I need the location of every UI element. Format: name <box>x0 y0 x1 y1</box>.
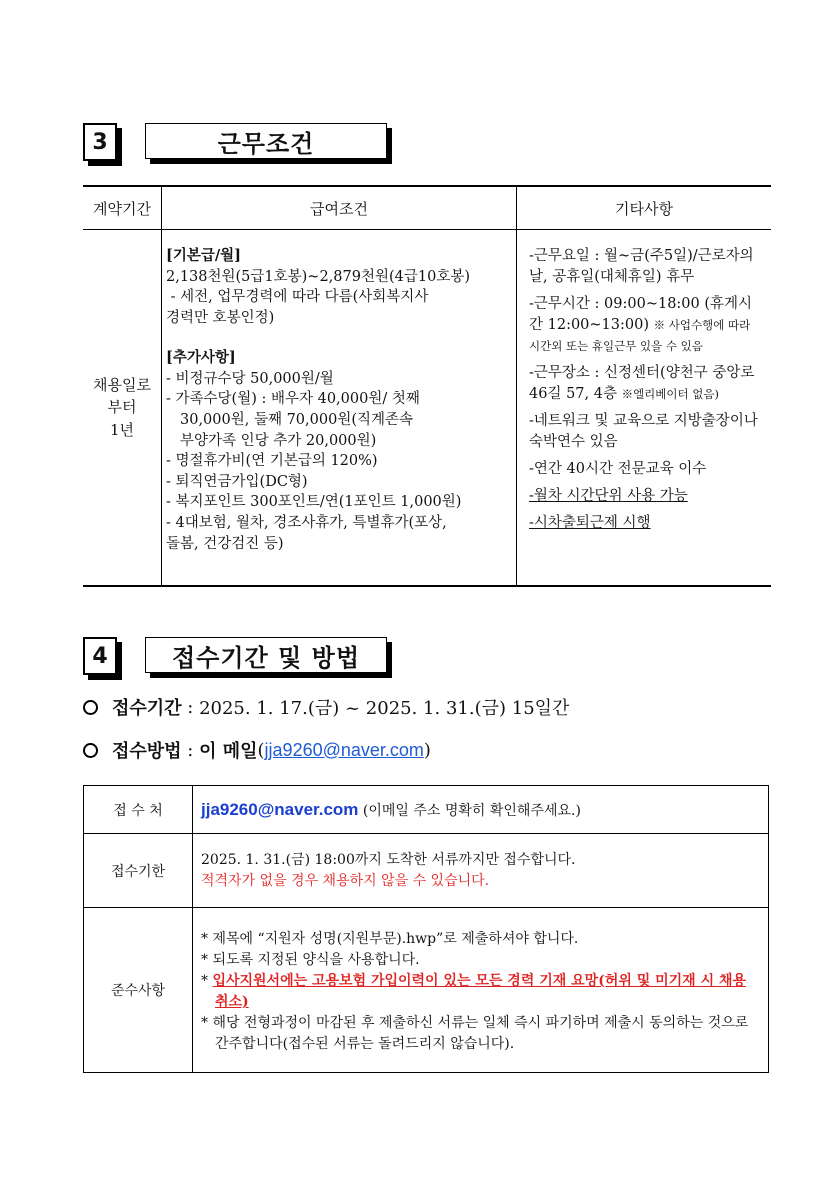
row-key: 접 수 처 <box>84 786 193 834</box>
network-note: -네트워크 및 교육으로 지방출장이나 숙박연수 있음 <box>529 413 758 451</box>
work-days: -근무요일 : 월~금(주5일)/근로자의 날, 공휴일(대체휴일) 휴무 <box>529 248 754 286</box>
row-key: 접수기한 <box>84 834 193 908</box>
method-sep: : <box>181 739 200 761</box>
work-hours-text: -근무시간 : 09:00~18:00 (휴게시간 12:00~13:00) <box>529 296 753 334</box>
work-place-text: -근무장소 : 신정센터(양천구 중앙로46길 57, 4층 <box>529 365 755 403</box>
base-line: 2,138천원(5급1호봉)~2,879천원(4급10호봉) <box>166 268 470 285</box>
method-open: ( <box>257 739 265 761</box>
deadline-warning: 적격자가 없을 경우 채용하지 않을 수 있습니다. <box>201 872 490 889</box>
email-link[interactable]: jja9260@naver.com <box>264 739 424 760</box>
method-line <box>83 737 431 763</box>
header-term: 계약기간 <box>83 186 162 230</box>
application-table <box>83 785 769 1073</box>
leave-note: -월차 시간단위 사용 가능 <box>529 488 688 505</box>
deadline-line: 2025. 1. 31.(금) 18:00까지 도착한 서류까지만 접수합니다. <box>201 851 576 868</box>
period-line <box>83 694 569 720</box>
row-key: 준수사항 <box>84 908 193 1073</box>
extra-line: - 명절휴가비(연 기본급의 120%) <box>166 453 378 470</box>
base-line: - 세전, 업무경력에 따라 다름(사회복지사 <box>166 289 429 306</box>
extra-line: - 4대보험, 월차, 경조사휴가, 특별휴가(포상, <box>166 514 447 531</box>
method-label: 접수방법 <box>112 741 182 762</box>
email-address[interactable]: jja9260@naver.com <box>201 799 359 819</box>
period-sep: : <box>181 696 200 718</box>
work-hours <box>529 294 759 357</box>
extra-line: 부양가족 인당 추가 20,000원) <box>180 432 377 449</box>
extra-line: - 비정규수당 50,000원/월 <box>166 370 334 387</box>
section-number: 4 <box>83 637 117 675</box>
row-value <box>193 908 769 1073</box>
term-cell <box>83 230 162 586</box>
work-place <box>529 363 759 405</box>
extra-line: 30,000원, 둘째 70,000원(직계존속 <box>180 412 414 429</box>
section-title: 근무조건 <box>145 123 387 159</box>
base-line: 경력만 호봉인정) <box>166 309 275 326</box>
method-value: 이 메일 <box>199 741 258 762</box>
salary-cell <box>162 230 517 586</box>
extra-line: - 퇴직연금가입(DC형) <box>166 473 308 490</box>
rule-item: * 제목에 “지원자 성명(지원부문).hwp”로 제출하셔야 합니다. <box>201 931 579 947</box>
work-conditions-table <box>83 185 771 587</box>
header-salary: 급여조건 <box>162 186 517 230</box>
circle-bullet-icon <box>83 700 98 715</box>
section-title: 접수기간 및 방법 <box>145 637 387 673</box>
extra-heading: [추가사항] <box>166 349 236 367</box>
term-line: 부터 <box>107 398 137 416</box>
row-value <box>193 786 769 834</box>
rule-prefix: * <box>201 973 213 989</box>
work-hours-note: ※ 사업수행에 따라 시간외 또는 휴일근무 있을 수 있음 <box>529 318 751 354</box>
section-number: 3 <box>83 123 117 161</box>
rule-item: * 해당 전형과정이 마감된 후 제출하신 서류는 일체 즉시 파기하며 제출시 동의하는 것으로 간주합니다(접수된 서류는 돌려드리지 않습니다). <box>201 1015 749 1052</box>
header-other: 기타사항 <box>517 186 772 230</box>
work-place-note: ※엘리베이터 없음) <box>621 387 719 402</box>
period-value: 2025. 1. 17.(금) ~ 2025. 1. 31.(금) 15일간 <box>199 698 570 719</box>
term-line: 1년 <box>109 420 135 439</box>
rule-item-important <box>201 971 760 1013</box>
method-close: ) <box>423 739 431 761</box>
extra-line: - 가족수당(월) : 배우자 40,000원/ 첫째 <box>166 391 420 408</box>
extra-line: - 복지포인트 300포인트/연(1포인트 1,000원) <box>166 494 462 511</box>
rule-important-text: 입사지원서에는 고용보험 가입이력이 있는 모든 경력 기재 요망(허위 및 미기재 시 채용 취소) <box>212 973 747 1010</box>
circle-bullet-icon <box>83 743 98 758</box>
row-value <box>193 834 769 908</box>
extra-line: 돌봄, 건강검진 등) <box>166 535 284 552</box>
base-heading: [기본급/월] <box>166 247 242 264</box>
training-note: -연간 40시간 전문교육 이수 <box>529 461 707 478</box>
other-cell <box>517 230 772 586</box>
flex-note: -시차출퇴근제 시행 <box>529 515 651 532</box>
period-label: 접수기간 <box>112 698 182 719</box>
email-note: (이메일 주소 명확히 확인해주세요.) <box>358 802 581 819</box>
rule-item: * 되도록 지정된 양식을 사용합니다. <box>201 952 420 968</box>
term-line: 채용일로 <box>93 375 151 394</box>
